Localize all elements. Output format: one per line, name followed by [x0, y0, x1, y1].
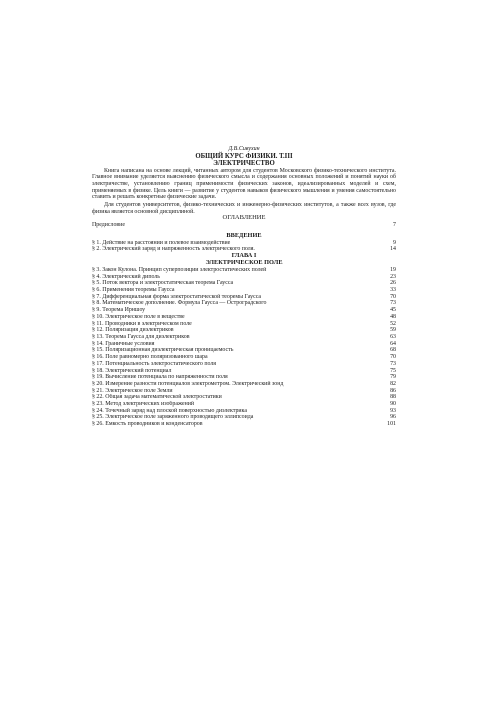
- toc-page: 79: [390, 374, 396, 381]
- toc-row: [92, 334, 396, 341]
- book-audience: Для студентов университетов, физико-технических и инженерно-физических институтов, а также всех вузов, где физика является основной дисциплиной.: [92, 202, 396, 215]
- toc-row: [92, 321, 396, 328]
- toc-title: § 2. Электрический заряд и напряженность электрического поля.: [92, 246, 255, 253]
- toc-page: 33: [390, 287, 396, 294]
- toc-title: § 18. Электрический потенциал: [92, 367, 172, 374]
- toc-page: 82: [390, 380, 396, 387]
- toc-row: [92, 267, 396, 274]
- toc-row: [92, 354, 396, 361]
- toc-row: [92, 421, 396, 428]
- toc-title: § 1. Действие на расстоянии и полевое взаимодействие: [92, 239, 231, 246]
- toc-page: 48: [390, 313, 396, 320]
- toc-title: § 22. Общая задача математической электростатики: [92, 394, 222, 401]
- toc-title: § 26. Емкость проводников и конденсаторов: [92, 421, 203, 428]
- toc-title: § 16. Поле равномерно поляризованного шара: [92, 354, 208, 361]
- toc-title: § 7. Дифференциальная форма электростатической теоремы Гаусса: [92, 293, 261, 300]
- chapter-label: ГЛАВА I: [231, 252, 257, 260]
- toc-row: [92, 240, 396, 247]
- toc-page: 70: [390, 293, 396, 300]
- toc-page: 9: [393, 239, 396, 246]
- toc-row: [92, 347, 396, 354]
- toc-row: [92, 327, 396, 334]
- toc-row: [92, 287, 396, 294]
- toc-page: 52: [390, 320, 396, 327]
- toc-title: § 21. Электрическое поле Земли: [92, 387, 173, 394]
- toc-page: 88: [390, 394, 396, 401]
- toc-title: § 12. Поляризация диэлектриков: [92, 327, 174, 334]
- toc-title: § 10. Электрическое поле в веществе: [92, 313, 185, 320]
- toc-page: 26: [390, 280, 396, 287]
- toc-row: [92, 274, 396, 281]
- chapter-list: [92, 267, 396, 428]
- toc-title: Предисловие: [92, 222, 125, 229]
- toc-page: 101: [387, 421, 396, 428]
- toc-page: 70: [390, 354, 396, 361]
- toc-row: [92, 341, 396, 348]
- toc-row-preface: [92, 222, 396, 229]
- page-content: [92, 146, 396, 428]
- toc-row: [92, 300, 396, 307]
- toc-page: 86: [390, 387, 396, 394]
- toc-row: [92, 394, 396, 401]
- toc-title: § 25. Электрическое поле заряженного проводящего эллипсоида: [92, 414, 254, 421]
- book-title: ОБЩИЙ КУРС ФИЗИКИ. Т.III: [195, 152, 293, 160]
- toc-page: 64: [390, 340, 396, 347]
- toc-page: 59: [390, 327, 396, 334]
- chapter-title: ЭЛЕКТРИЧЕСКОЕ ПОЛЕ: [205, 259, 283, 267]
- book-subtitle: ЭЛЕКТРИЧЕСТВО: [213, 160, 275, 168]
- toc-title: § 9. Теорема Ирншоу: [92, 307, 146, 314]
- toc-row: [92, 414, 396, 421]
- toc-title: § 4. Электрический диполь: [92, 273, 160, 280]
- toc-row: [92, 280, 396, 287]
- toc-title: § 3. Закон Кулона. Принцип суперпозиции электростатических полей: [92, 266, 267, 273]
- toc-row: [92, 401, 396, 408]
- toc-title: § 11. Проводники в электрическом поле: [92, 320, 192, 327]
- toc-page: 7: [393, 222, 396, 229]
- toc-row: [92, 381, 396, 388]
- toc-title: § 20. Измерение разности потенциалов электрометром. Электрический зонд: [92, 380, 284, 387]
- toc-row: [92, 368, 396, 375]
- book-abstract: Книга написана на основе лекций, читанных автором для студентов Московского физико-технического института. Главное внимание уделяется выяснению физического смысла и содержания основных положений и понятий науки об электричестве, установлению границ применимости физических законов, идеализированных моделей и схем, применяемых в физике. Цель книги — развитие у студентов навыков физического мышления и умения самостоятельно ставить и решать конкретные физические задачи.: [92, 167, 396, 201]
- toc-row: [92, 307, 396, 314]
- toc-title: § 17. Потенциальность электростатического поля: [92, 360, 217, 367]
- toc-row: [92, 408, 396, 415]
- toc-title: § 15. Поляризационная диэлектрическая проницаемость: [92, 347, 234, 354]
- toc-row: [92, 388, 396, 395]
- toc-row: [92, 294, 396, 301]
- toc-title: § 6. Применения теоремы Гаусса: [92, 287, 175, 294]
- toc-page: 23: [390, 273, 396, 280]
- toc-title: § 24. Точечный заряд над плоской поверхностью диэлектрика: [92, 407, 247, 414]
- toc-page: 45: [390, 307, 396, 314]
- intro-heading: ВВЕДЕНИЕ: [226, 231, 262, 239]
- toc-page: 63: [390, 334, 396, 340]
- toc-page: 73: [390, 360, 396, 367]
- toc-row: [92, 361, 396, 368]
- toc-row: [92, 374, 396, 381]
- toc-page: 14: [390, 246, 396, 253]
- toc-row: [92, 314, 396, 321]
- author-name: Д.В.Сивухин: [228, 146, 260, 152]
- toc-page: 96: [390, 414, 396, 421]
- toc-page: 93: [390, 407, 396, 414]
- toc-page: 73: [390, 300, 396, 307]
- toc-page: 19: [390, 266, 396, 273]
- toc-title: § 14. Граничные условия: [92, 340, 155, 347]
- toc-heading: ОГЛАВЛЕНИЕ: [222, 214, 266, 222]
- toc-title: § 19. Вычисление потенциала по напряженности поля: [92, 374, 228, 381]
- toc-page: 90: [390, 401, 396, 408]
- toc-title: § 8. Математическое дополнение. Формула Гаусса — Остроградского: [92, 300, 267, 307]
- toc-page: 68: [390, 347, 396, 354]
- toc-page: 75: [390, 367, 396, 374]
- toc-title: § 23. Метод электрических изображений: [92, 401, 195, 408]
- toc-title: § 5. Поток вектора и электростатическая теорема Гаусса: [92, 280, 234, 287]
- intro-list: [92, 240, 396, 253]
- toc-title: § 13. Теорема Гаусса для диэлектриков: [92, 334, 190, 340]
